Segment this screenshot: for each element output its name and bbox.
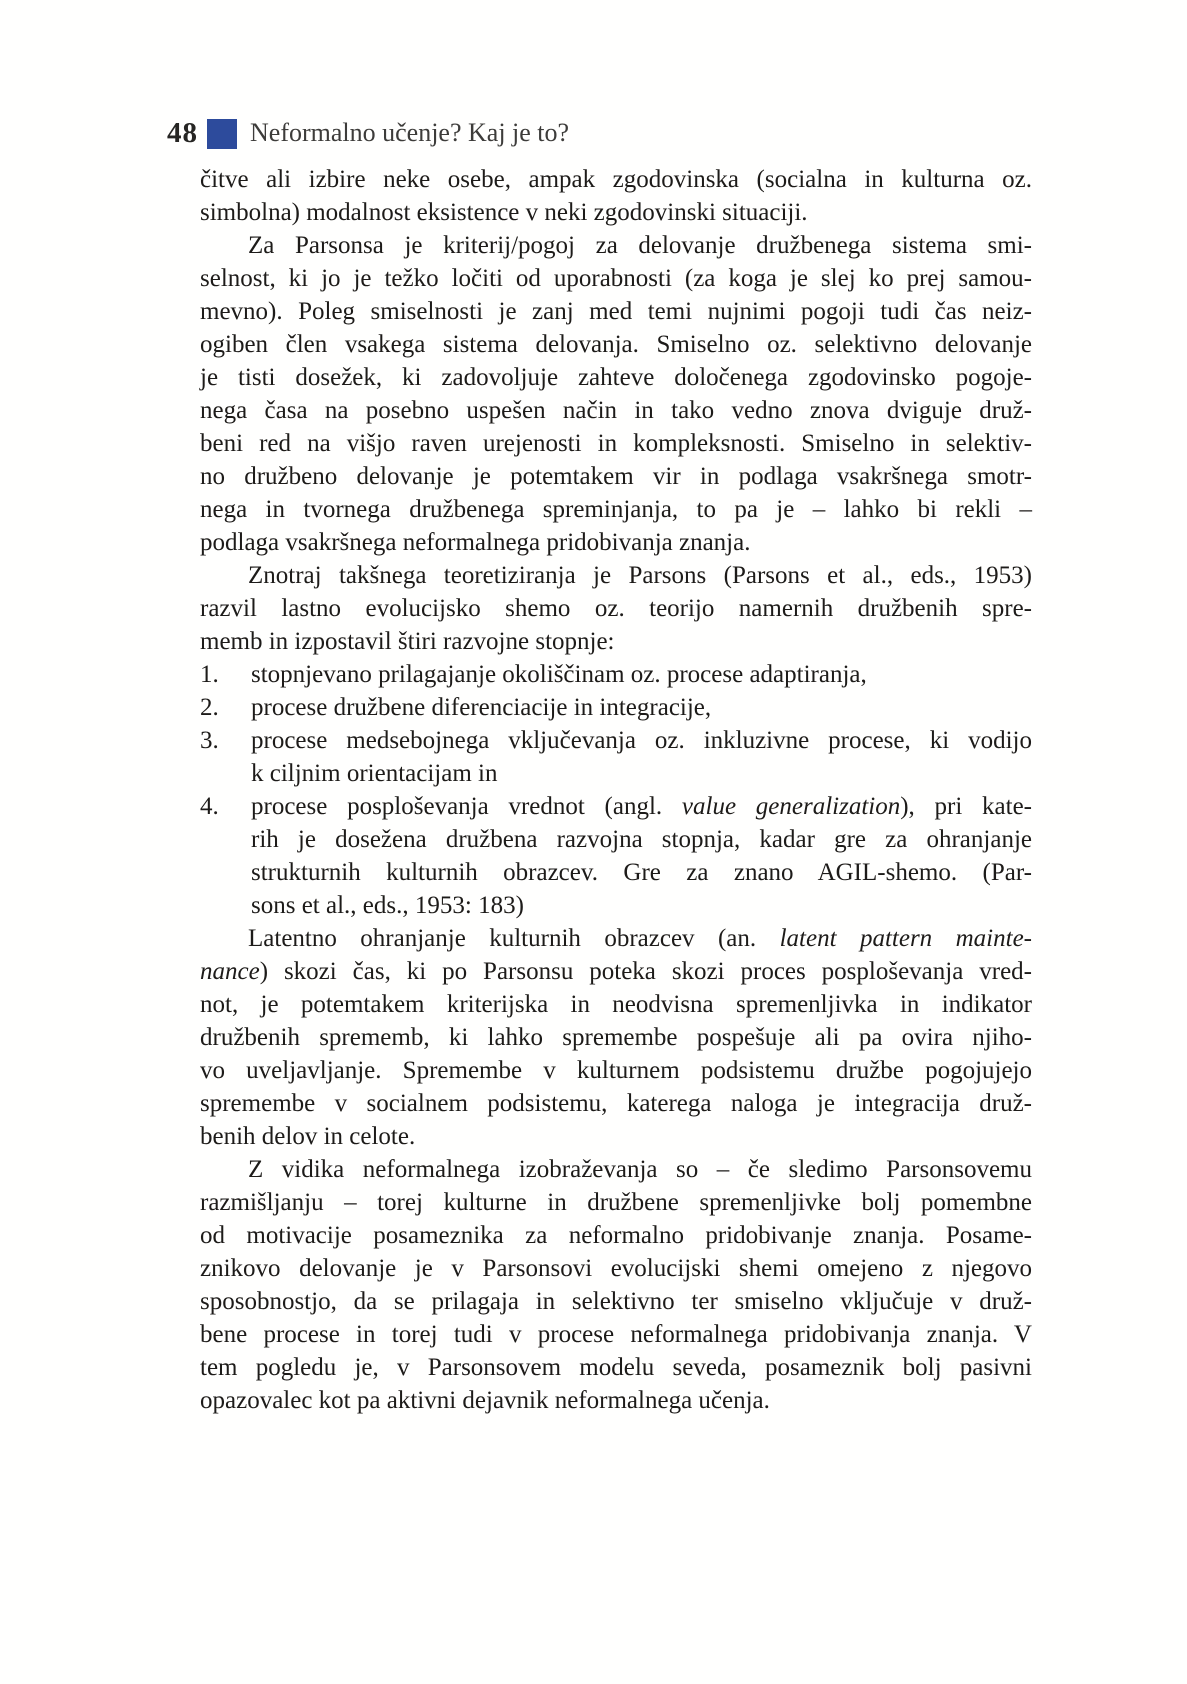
text-line: simbolna) modalnost eksistence v neki zgodovinski situaciji.: [200, 199, 808, 226]
page-number: 48: [167, 117, 198, 149]
list-item-text: procese medsebojnega vključevanja oz. inkluzivne procese, ki vodijo: [251, 727, 1032, 754]
text-line: podlaga vsakršnega neformalnega pridobivanja znanja.: [200, 529, 751, 556]
text-line: čitve ali izbire neke osebe, ampak zgodovinska (socialna in kulturna oz.: [200, 166, 1032, 193]
text-line: znikovo delovanje je v Parsonsovi evolucijski shemi omejeno z njegovo: [200, 1255, 1032, 1282]
text-line: not, je potemtakem kriterijska in neodvisna spremenljivka in indikator: [200, 991, 1032, 1018]
text-line: tem pogledu je, v Parsonsovem modelu seveda, posameznik bolj pasivni: [200, 1354, 1032, 1381]
chapter-marker-square-icon: [207, 119, 237, 149]
text-line: [200, 790, 1032, 823]
text-line: strukturnih kulturnih obrazcev. Gre za znano AGIL-shemo. (Par-: [251, 859, 1032, 886]
list-item-text: procese družbene diferenciacije in integracije,: [251, 694, 712, 721]
text-line: je tisti dosežek, ki zadovoljuje zahteve določenega zgodovinsko pogoje-: [200, 364, 1032, 391]
text-line: Latentno ohranjanje kulturnih obrazcev (an. latent pattern mainte-: [248, 925, 1032, 952]
running-header-title: Neformalno učenje? Kaj je to?: [250, 118, 570, 147]
text-line: spremembe v socialnem podsistemu, katerega naloga je integracija druž-: [200, 1090, 1032, 1117]
text-line: nega in tvornega družbenega spreminjanja, to pa je – lahko bi rekli –: [200, 496, 1032, 523]
text-line: nega časa na posebno uspešen način in tako vedno znova dviguje druž-: [200, 397, 1032, 424]
text-line: beni red na višjo raven urejenosti in kompleksnosti. Smiselno in selektiv-: [200, 430, 1032, 457]
list-number: 1.: [200, 661, 219, 688]
text-line: nance) skozi čas, ki po Parsonsu poteka skozi proces posploševanja vred-: [200, 958, 1032, 985]
text-line: Z vidika neformalnega izobraževanja so – če sledimo Parsonsovemu: [248, 1156, 1032, 1183]
text-line: družbenih sprememb, ki lahko spremembe pospešuje ali pa ovira njiho-: [200, 1024, 1032, 1051]
text-line: sons et al., eds., 1953: 183): [251, 892, 524, 919]
list-number: 3.: [200, 727, 219, 754]
text-line: opazovalec kot pa aktivni dejavnik neformalnega učenja.: [200, 1387, 770, 1414]
list-item-text: stopnjevano prilagajanje okoliščinam oz. procese adaptiranja,: [251, 661, 867, 688]
text-line: [200, 658, 1032, 691]
text-line: no družbeno delovanje je potemtakem vir in podlaga vsakršnega smotr-: [200, 463, 1032, 490]
text-line: [200, 691, 1032, 724]
text-line: ogiben člen vsakega sistema delovanja. Smiselno oz. selektivno delovanje: [200, 331, 1032, 358]
text-line: rih je dosežena družbena razvojna stopnja, kadar gre za ohranjanje: [251, 826, 1032, 853]
text-line: benih delov in celote.: [200, 1123, 416, 1150]
text-line: vo uveljavljanje. Spremembe v kulturnem podsistemu družbe pogojujejo: [200, 1057, 1032, 1084]
page-header: [167, 112, 569, 148]
list-number: 2.: [200, 694, 219, 721]
text-line: Za Parsonsa je kriterij/pogoj za delovanje družbenega sistema smi-: [248, 232, 1032, 259]
text-line: k ciljnim orientacijam in: [251, 760, 498, 787]
list-number: 4.: [200, 793, 219, 820]
text-line: razmišljanju – torej kulturne in družbene spremenljivke bolj pomembne: [200, 1189, 1032, 1216]
text-line: [200, 724, 1032, 757]
text-line: memb in izpostavil štiri razvojne stopnje:: [200, 628, 615, 655]
text-block: [200, 163, 1032, 1417]
text-line: selnost, ki jo je težko ločiti od uporabnosti (za koga je slej ko prej samou-: [200, 265, 1032, 292]
list-item-text: procese posploševanja vrednot (angl. value generalization), pri kate-: [251, 793, 1032, 820]
text-line: Znotraj takšnega teoretiziranja je Parsons (Parsons et al., eds., 1953): [248, 562, 1032, 589]
text-line: razvil lastno evolucijsko shemo oz. teorijo namernih družbenih spre-: [200, 595, 1032, 622]
text-line: sposobnostjo, da se prilagaja in selektivno ter smiselno vključuje v druž-: [200, 1288, 1032, 1315]
text-line: od motivacije posameznika za neformalno pridobivanje znanja. Posame-: [200, 1222, 1032, 1249]
text-line: mevno). Poleg smiselnosti je zanj med temi nujnimi pogoji tudi čas neiz-: [200, 298, 1032, 325]
text-line: bene procese in torej tudi v procese neformalnega pridobivanja znanja. V: [200, 1321, 1032, 1348]
